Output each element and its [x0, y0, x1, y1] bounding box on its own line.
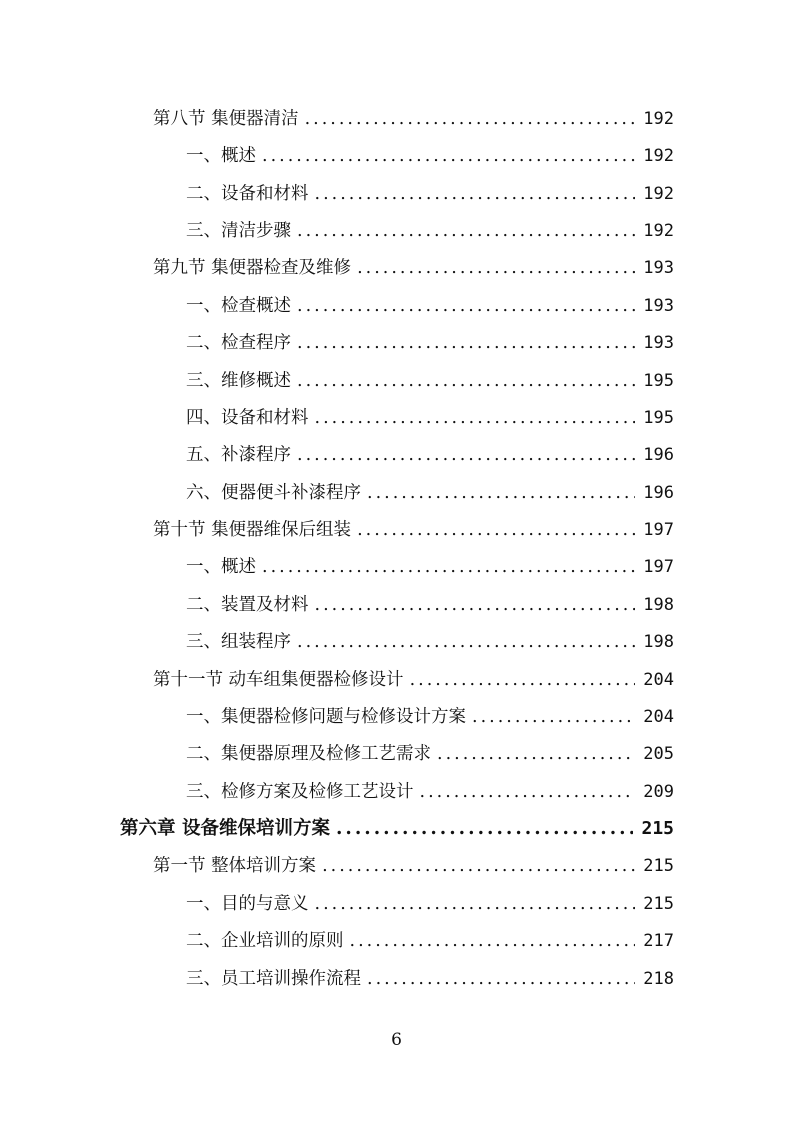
toc-entry-title: 二、设备和材料 — [186, 184, 309, 204]
toc-entry-title: 三、组装程序 — [186, 632, 291, 652]
toc-entry-page: 209 — [643, 782, 674, 802]
toc-leader-dots — [410, 663, 636, 697]
toc-entry-title: 三、清洁步骤 — [186, 221, 291, 241]
toc-leader-dots — [297, 625, 635, 659]
toc-entry[interactable] — [186, 326, 674, 360]
toc-entry[interactable] — [186, 214, 674, 248]
toc-leader-dots — [262, 550, 635, 584]
toc-leader-dots — [262, 139, 635, 173]
toc-entry-title: 第九节 集便器检查及维修 — [153, 258, 352, 278]
toc-leader-dots — [297, 289, 635, 323]
toc-entry-page: 217 — [643, 931, 674, 951]
toc-entry-title: 二、检查程序 — [186, 333, 291, 353]
toc-entry[interactable] — [186, 550, 674, 584]
toc-entry-page: 198 — [643, 595, 674, 615]
toc-entry[interactable] — [186, 588, 674, 622]
toc-entry-page: 195 — [643, 371, 674, 391]
toc-leader-dots — [357, 513, 635, 547]
toc-entry-title: 第十一节 动车组集便器检修设计 — [153, 670, 404, 690]
toc-entry-page: 196 — [643, 445, 674, 465]
toc-leader-dots — [336, 812, 634, 846]
toc-leader-dots — [420, 775, 636, 809]
toc-entry-title: 二、集便器原理及检修工艺需求 — [186, 744, 431, 764]
toc-entry-page: 198 — [643, 632, 674, 652]
toc-entry-page: 193 — [643, 333, 674, 353]
toc-entry-title: 六、便器便斗补漆程序 — [186, 483, 361, 503]
toc-entry-page: 192 — [643, 184, 674, 204]
toc-entry-page: 196 — [643, 483, 674, 503]
toc-leader-dots — [315, 401, 636, 435]
toc-entry-title: 第六章 设备维保培训方案 — [120, 818, 330, 839]
toc-entry-page: 193 — [643, 258, 674, 278]
toc-entry[interactable] — [186, 887, 674, 921]
toc-entry-title: 四、设备和材料 — [186, 408, 309, 428]
toc-entry[interactable] — [186, 177, 674, 211]
toc-entry-title: 三、维修概述 — [186, 371, 291, 391]
toc-leader-dots — [350, 924, 636, 958]
toc-entry-page: 204 — [643, 670, 674, 690]
toc-entry-page: 205 — [643, 744, 674, 764]
toc-leader-dots — [357, 251, 635, 285]
toc-entry-title: 第八节 集便器清洁 — [153, 109, 299, 129]
toc-leader-dots — [305, 102, 636, 136]
toc-leader-dots — [315, 177, 636, 211]
toc-entry-title: 第一节 整体培训方案 — [153, 856, 317, 876]
toc-entry[interactable] — [153, 513, 674, 547]
toc-entry-page: 215 — [643, 894, 674, 914]
toc-leader-dots — [315, 887, 636, 921]
toc-entry[interactable] — [186, 139, 674, 173]
toc-entry-title: 一、检查概述 — [186, 296, 291, 316]
toc-chapter-entry[interactable] — [120, 812, 674, 846]
toc-entry[interactable] — [153, 102, 674, 136]
toc-entry[interactable] — [186, 476, 674, 510]
toc-entry-page: 197 — [643, 520, 674, 540]
toc-entry-title: 一、目的与意义 — [186, 894, 309, 914]
toc-entry-page: 218 — [643, 969, 674, 989]
toc-leader-dots — [367, 476, 635, 510]
toc-leader-dots — [472, 700, 635, 734]
toc-entry-page: 204 — [643, 707, 674, 727]
toc-entry[interactable] — [186, 700, 674, 734]
toc-entry[interactable] — [186, 625, 674, 659]
toc-entry-title: 二、企业培训的原则 — [186, 931, 344, 951]
toc-leader-dots — [437, 737, 635, 771]
toc-entry-title: 一、概述 — [186, 557, 256, 577]
toc-leader-dots — [367, 962, 635, 996]
toc-entry-page: 192 — [643, 109, 674, 129]
toc-entry[interactable] — [186, 924, 674, 958]
toc-leader-dots — [297, 326, 635, 360]
toc-entry-page: 192 — [643, 146, 674, 166]
toc-leader-dots — [322, 849, 635, 883]
toc-entry-title: 三、检修方案及检修工艺设计 — [186, 782, 414, 802]
toc-entry[interactable] — [186, 438, 674, 472]
toc-entry-page: 215 — [641, 818, 674, 839]
toc-entry[interactable] — [186, 737, 674, 771]
toc-entry-title: 一、概述 — [186, 146, 256, 166]
toc-leader-dots — [297, 364, 635, 398]
toc-entry-title: 五、补漆程序 — [186, 445, 291, 465]
toc-entry-page: 193 — [643, 296, 674, 316]
toc-entry-title: 一、集便器检修问题与检修设计方案 — [186, 707, 466, 727]
toc-entry-title: 第十节 集便器维保后组装 — [153, 520, 352, 540]
toc-entry[interactable] — [186, 401, 674, 435]
toc-entry-title: 三、员工培训操作流程 — [186, 969, 361, 989]
toc-entry[interactable] — [153, 849, 674, 883]
toc-entry-page: 197 — [643, 557, 674, 577]
toc-entry[interactable] — [153, 663, 674, 697]
toc-entry-page: 215 — [643, 856, 674, 876]
toc-leader-dots — [315, 588, 636, 622]
toc-entry[interactable] — [186, 364, 674, 398]
toc-leader-dots — [297, 438, 635, 472]
toc-entry[interactable] — [153, 251, 674, 285]
toc-leader-dots — [297, 214, 635, 248]
toc-entry-title: 二、装置及材料 — [186, 595, 309, 615]
toc-entry[interactable] — [186, 962, 674, 996]
toc-entry-page: 195 — [643, 408, 674, 428]
page-number: 6 — [391, 1030, 402, 1050]
toc-entry[interactable] — [186, 289, 674, 323]
toc-entry[interactable] — [186, 775, 674, 809]
toc-entry-page: 192 — [643, 221, 674, 241]
